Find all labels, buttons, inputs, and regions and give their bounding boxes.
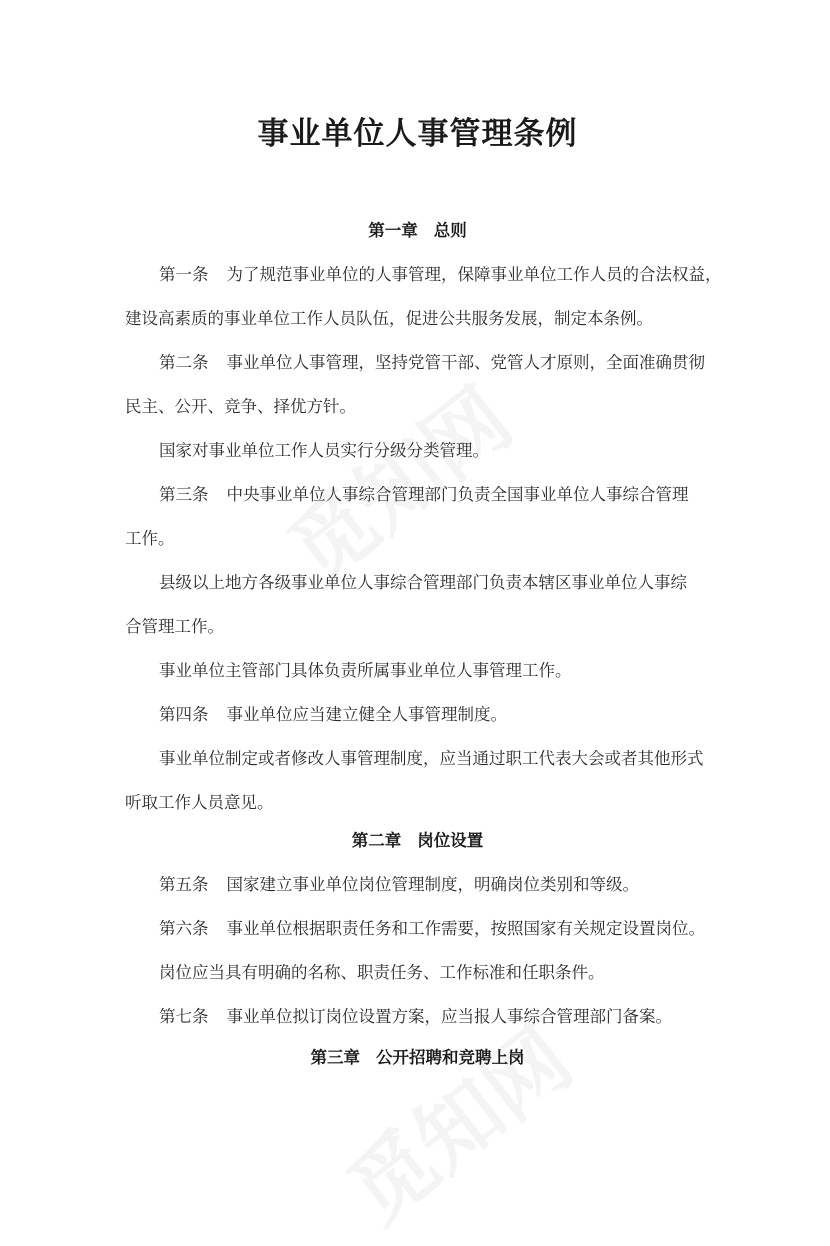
article-text: 国家建立事业单位岗位管理制度，明确岗位类别和等级。 [226, 875, 639, 894]
article-text: 建设高素质的事业单位工作人员队伍，促进公共服务发展，制定本条例。 [125, 309, 653, 328]
chapter-name: 公开招聘和竞聘上岗 [376, 1048, 525, 1067]
article-number: 第四条 [159, 705, 209, 724]
paragraph-line [125, 747, 710, 771]
article-text: 县级以上地方各级事业单位人事综合管理部门负责本辖区事业单位人事综 [159, 573, 687, 592]
article-number: 第五条 [159, 875, 209, 894]
paragraph-line [125, 873, 710, 897]
article-text: 事业单位应当建立健全人事管理制度。 [226, 705, 507, 724]
paragraph-line [125, 917, 710, 941]
paragraph-line [125, 527, 710, 551]
watermark [259, 355, 532, 606]
paragraph-line [125, 439, 710, 463]
watermark [319, 995, 592, 1246]
paragraph-line [125, 1005, 710, 1029]
paragraph-line [125, 483, 710, 507]
paragraph-line [125, 351, 710, 375]
chapter-label: 第二章 [351, 831, 402, 850]
article-number: 第七条 [159, 1007, 209, 1026]
article-text: 民主、公开、竞争、择优方针。 [125, 397, 356, 416]
chapter-label: 第三章 [310, 1048, 360, 1067]
paragraph-line [125, 307, 710, 331]
paragraph-line [125, 703, 710, 727]
chapter-name: 岗位设置 [417, 831, 484, 850]
article-text: 岗位应当具有明确的名称、职责任务、工作标准和任职条件。 [159, 963, 605, 982]
paragraph-line [125, 791, 710, 815]
paragraph-line [125, 571, 710, 595]
article-text: 事业单位根据职责任务和工作需要，按照国家有关规定设置岗位。 [226, 919, 705, 938]
paragraph-line [125, 615, 710, 639]
chapter-heading [125, 829, 710, 853]
article-text: 事业单位拟订岗位设置方案，应当报人事综合管理部门备案。 [226, 1007, 672, 1026]
article-text: 事业单位制定或者修改人事管理制度，应当通过职工代表大会或者其他形式 [159, 749, 704, 768]
chapter-label: 第一章 [368, 221, 418, 240]
paragraph-line [125, 263, 722, 287]
chapter-name: 总则 [433, 221, 467, 240]
article-text: 听取工作人员意见。 [125, 793, 274, 812]
article-text: 中央事业单位人事综合管理部门负责全国事业单位人事综合管理 [226, 485, 689, 504]
article-number: 第一条 [159, 265, 209, 284]
paragraph-line [125, 395, 710, 419]
article-text: 工作。 [125, 529, 175, 548]
article-text: 合管理工作。 [125, 617, 224, 636]
document-title: 事业单位人事管理条例 [257, 116, 578, 152]
chapter-heading [125, 1046, 710, 1070]
article-text: 国家对事业单位工作人员实行分级分类管理。 [159, 441, 489, 460]
article-text: 为了规范事业单位的人事管理，保障事业单位工作人员的合法权益， [226, 265, 722, 284]
article-number: 第二条 [159, 353, 209, 372]
article-text: 事业单位人事管理，坚持党管干部、党管人才原则，全面准确贯彻 [226, 353, 705, 372]
article-number: 第六条 [159, 919, 209, 938]
chapter-heading [125, 219, 710, 243]
article-number: 第三条 [159, 485, 209, 504]
paragraph-line [125, 961, 710, 985]
paragraph-line [125, 659, 710, 683]
article-text: 事业单位主管部门具体负责所属事业单位人事管理工作。 [159, 661, 572, 680]
